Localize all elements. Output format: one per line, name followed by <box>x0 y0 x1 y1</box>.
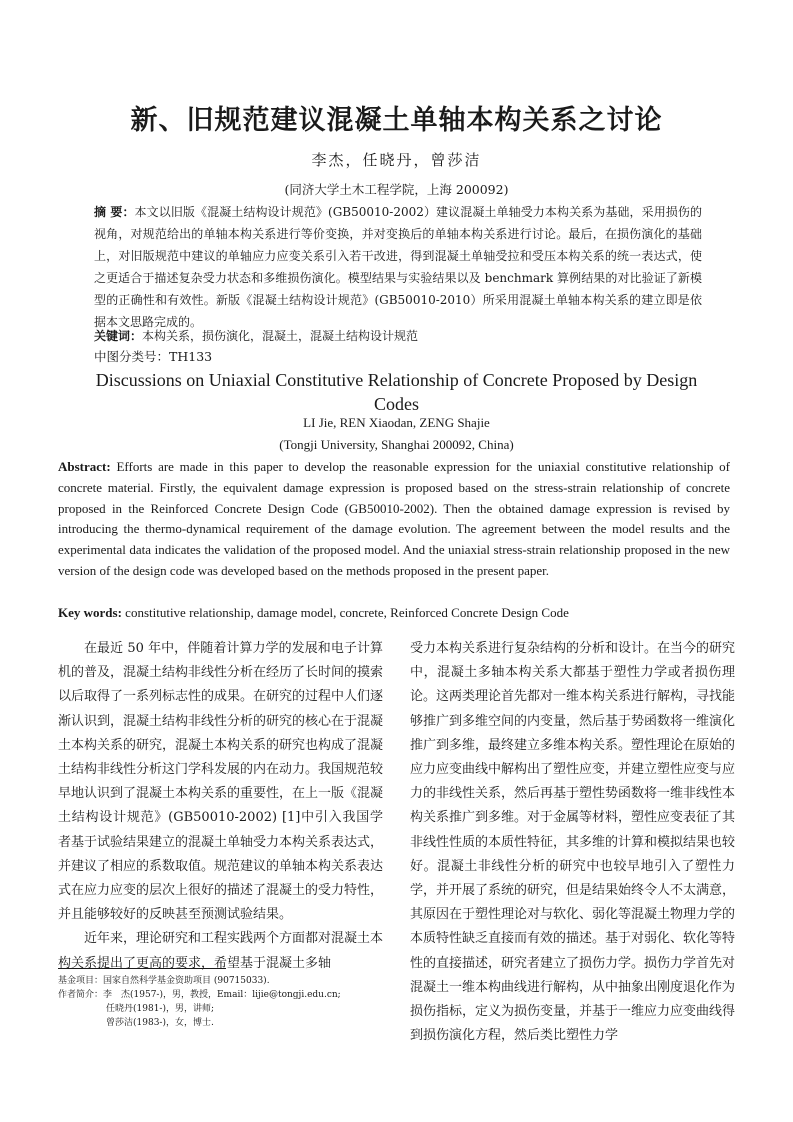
body-paragraph: 在最近 50 年中，伴随着计算力学的发展和电子计算机的普及，混凝土结构非线性分析在经历了长时间的摸索以后取得了一系列标志性的成果。在研究的过程中人们逐渐认识到，混凝土结构非线性分析的研究的核心在于混凝土本构关系的研究，混凝土本构关系的研究也构成了混凝土结构非线性分析这门学科发展的内在动力。我国规范较早地认识到了混凝土本构关系的重要性，在上一版《混凝土结构设计规范》(GB50010-2002) [1]中引入我国学者基于试验结果建立的混凝土单轴受力本构关系表达式，并建议了相应的系数取值。规范建议的单轴本构关系表达式在应力应变的层次上很好的描述了混凝土的受力特性，并且能够较好的反映甚至预测试验结果。 <box>58 641 384 923</box>
keywords-en-label: Key words: <box>58 605 122 620</box>
affiliation-cn: (同济大学土木工程学院，上海 200092) <box>284 182 509 197</box>
abstract-cn-text: 本文以旧版《混凝土结构设计规范》(GB50010-2002）建议混凝土单轴受力本构关系为基础，采用损伤的视角，对规范给出的单轴本构关系进行等价变换，并对变换后的单轴本构关系进行讨论。最后，在损伤演化的基础上，对旧版规范中建议的单轴应力应变关系引入若干改进，得到混凝土单轴受拉和受压本构关系的统一表达式，使之更适合于描述复杂受力状态和多维损伤演化。模型结果与实验结果以及 benchmark 算例结果的对比验证了新模型的正确性和有效性。新版《混凝土结构设计规范》(GB50010-2010）所采用混凝土单轴本构关系的建立即是依据本文思路完成的。 <box>94 205 702 329</box>
keywords-en <box>58 603 730 623</box>
body-column-right <box>410 637 735 1048</box>
footnote-author-1: 作者简介：李 杰(1957-)，男，教授，Email：lijie@tongji.edu.cn; <box>58 990 341 1000</box>
footnote-fund: 基金项目：国家自然科学基金资助项目 (90715033). <box>58 976 270 986</box>
keywords-en-text: constitutive relationship, damage model, concrete, Reinforced Concrete Design Code <box>125 605 569 620</box>
footnote-divider <box>58 968 226 969</box>
abstract-en-label: Abstract: <box>58 459 111 474</box>
footnote <box>58 974 388 1030</box>
keywords-cn-label: 关键词： <box>94 329 143 343</box>
body-column-left <box>58 637 383 976</box>
authors-cn: 李杰，任晓丹，曾莎洁 <box>311 151 482 169</box>
abstract-cn-label: 摘 要： <box>94 205 135 219</box>
body-paragraph: 近年来，理论研究和工程实践两个方面都对混凝土本构关系提出了更高的要求，希望基于混凝土多轴 <box>58 931 384 971</box>
footnote-author-3: 曾莎洁(1983-)，女，博士. <box>106 1018 214 1028</box>
body-paragraph: 受力本构关系进行复杂结构的分析和设计。在当今的研究中，混凝土多轴本构关系大都基于塑性力学或者损伤理论。这两类理论首先都对一维本构关系进行解构，寻找能够推广到多维空间的内变量，然后基于势函数将一维演化推广到多维，最终建立多维本构关系。塑性理论在原始的应力应变曲线中解构出了塑性应变，并建立塑性应变与应力的非线性关系，然后再基于塑性势函数将一维非线性本构关系推广到多维。对于金属等材料，塑性应变表征了其非线性性质的本质性特征，其多维的计算和模拟结果也较好。混凝土非线性分析的研究中也较早地引入了塑性力学，并开展了系统的研究，但是结果始终令人不太满意，其原因在于塑性理论对与软化、弱化等混凝土物理力学的本质特性缺乏直接而有效的描述。基于对弱化、软化等特性的直接描述，研究者建立了损伤力学。损伤力学首先对混凝土一维本构曲线进行解构，从中抽象出刚度退化作为损伤指标，定义为损伤变量，并基于一维应力应变曲线得到损伤演化方程，然后类比塑性力学 <box>410 641 736 1044</box>
keywords-cn <box>94 325 702 347</box>
abstract-cn <box>94 201 702 333</box>
authors-en: LI Jie, REN Xiaodan, ZENG Shajie <box>303 415 490 430</box>
abstract-en-text: Efforts are made in this paper to develop the reasonable expression for the uniaxial constitutive relationship of concrete material. Firstly, the equivalent damage expression is proposed based on the stress-strain relationship of concrete proposed in the Reinforced Concrete Design Code (GB50010-2002). Then the obtained damage expression is revised by introducing the thermo-dynamical requirement of the damage evolution. The agreement between the model results and the experimental data indicates the validation of the proposed model. And the uniaxial stress-strain relationship proposed in the new version of the design code was developed based on the methods proposed in the present paper. <box>58 459 731 578</box>
keywords-cn-text: 本构关系，损伤演化，混凝土，混凝土结构设计规范 <box>142 329 419 343</box>
classification-number: 中图分类号：TH133 <box>94 349 213 364</box>
abstract-en <box>58 457 730 582</box>
footnote-author-2: 任晓丹(1981-)，男，讲师; <box>106 1004 215 1014</box>
paper-title-en: Discussions on Uniaxial Constitutive Relationship of Concrete Proposed by Design Codes <box>95 370 698 414</box>
affiliation-en: (Tongji University, Shanghai 200092, China) <box>279 437 514 452</box>
paper-title-cn: 新、旧规范建议混凝土单轴本构关系之讨论 <box>130 105 663 136</box>
